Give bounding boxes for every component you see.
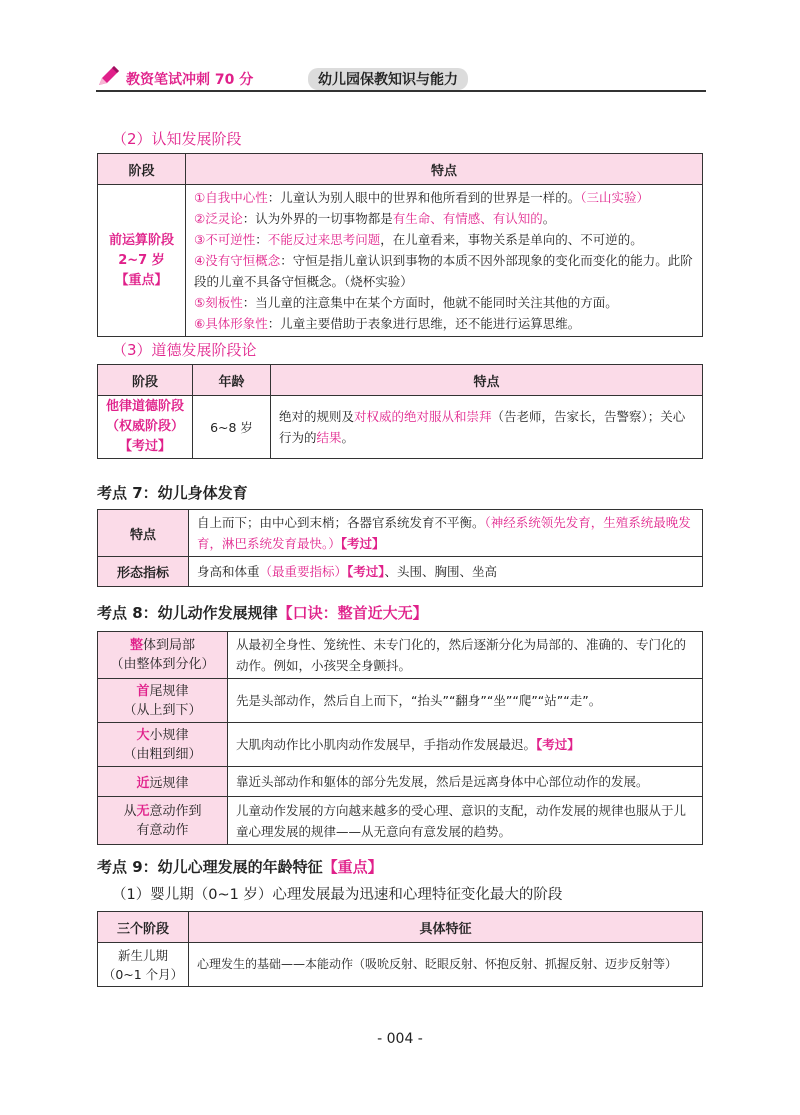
stage-name: 他律道德阶段 <box>105 399 184 414</box>
rule-text: 先是头部动作，然后自上而下，“抬头”“翻身”“坐”“爬”“站”“走”。 <box>228 679 703 723</box>
feature-item: ①自我中心性：儿童认为别人眼中的世界和他所看到的世界是一样的。（三山实验） <box>194 190 649 205</box>
rule-label: 整体到局部 （由整体到分化） <box>98 632 228 679</box>
section-title-moral: （3）道德发展阶段论 <box>112 341 257 359</box>
col-stage: 三个阶段 <box>98 912 189 943</box>
col-stage: 阶段 <box>98 154 186 185</box>
rule-label: 从无意动作到 有意动作 <box>98 797 228 845</box>
pencil-icon <box>96 64 122 88</box>
age-cell: 6~8 岁 <box>193 396 271 459</box>
rule-label: 首尾规律 （从上到下） <box>98 679 228 723</box>
rule-text: 靠近头部动作和躯体的部分先发展，然后是远离身体中心部位动作的发展。 <box>228 767 703 797</box>
header-rule <box>96 90 706 92</box>
row-label: 特点 <box>98 510 189 557</box>
feature-item: ③不可逆性：不能反过来思考问题，在儿童看来，事物关系是单向的、不可逆的。 <box>194 232 643 247</box>
rule-label: 大小规律 （由粗到细） <box>98 723 228 767</box>
book-title: 教资笔试冲刺 70 分 <box>126 72 254 88</box>
col-feature: 特点 <box>186 154 703 185</box>
feature-cell <box>186 185 703 337</box>
stage-name: 新生儿期 <box>117 947 168 963</box>
moral-table <box>97 364 703 459</box>
col-feature: 具体特征 <box>189 912 703 943</box>
stage-age: （0~1 个月） <box>102 966 184 982</box>
cognitive-table <box>97 153 703 337</box>
rule-text: 儿童动作发展的方向越来越多的受心理、意识的支配，动作发展的规律也服从于儿童心理发展的规律——从无意向有意发展的趋势。 <box>228 797 703 845</box>
feature-item: ②泛灵论：认为外界的一切事物都是有生命、有情感、有认知的。 <box>194 211 556 226</box>
kp9-table <box>97 911 703 987</box>
rule-text: 从最初全身性、笼统性、未专门化的，然后逐渐分化为局部的、准确的、专门化的动作。例如，小孩哭全身颤抖。 <box>228 632 703 679</box>
feature-cell: 心理发生的基础——本能动作（吸吮反射、眨眼反射、怀抱反射、抓握反射、迈步反射等） <box>189 943 703 987</box>
kp8-title: 考点 8：幼儿动作发展规律【口诀：整首近大无】 <box>97 604 428 622</box>
row-text: 自上而下；由中心到末梢；各器官系统发育不平衡。（神经系统领先发育，生殖系统最晚发育，淋巴系统发育最快。）【考过】 <box>189 510 703 557</box>
page-number: - 004 - <box>377 1031 423 1047</box>
col-feature: 特点 <box>271 365 703 396</box>
stage-cell <box>98 943 189 987</box>
row-text: 身高和体重（最重要指标）【考过】、头围、胸围、坐高 <box>189 557 703 587</box>
stage-name: 前运算阶段 <box>108 232 174 248</box>
kp7-title: 考点 7：幼儿身体发育 <box>97 484 248 502</box>
feature-item: ⑥具体形象性：儿童主要借助于表象进行思维，还不能进行运算思维。 <box>194 316 581 331</box>
col-age: 年龄 <box>193 365 271 396</box>
stage-alias: （权威阶段） <box>105 419 184 434</box>
row-label: 形态指标 <box>98 557 189 587</box>
stage-cell <box>98 396 193 459</box>
feature-item: ⑤刻板性：当儿童的注意集中在某个方面时，他就不能同时关注其他的方面。 <box>194 295 618 310</box>
rule-label: 近远规律 <box>98 767 228 797</box>
col-stage: 阶段 <box>98 365 193 396</box>
feature-cell: 绝对的规则及对权威的绝对服从和崇拜（告老师，告家长，告警察）；关心行为的结果。 <box>271 396 703 459</box>
stage-tag: 【考过】 <box>118 439 171 454</box>
subject-title: 幼儿园保教知识与能力 <box>308 68 468 90</box>
stage-age: 2~7 岁 <box>118 252 165 268</box>
kp9-subtitle: （1）婴儿期（0~1 岁）心理发展最为迅速和心理特征变化最大的阶段 <box>112 887 563 903</box>
kp8-table <box>97 631 703 845</box>
stage-tag: 【重点】 <box>115 272 168 288</box>
kp9-title: 考点 9：幼儿心理发展的年龄特征【重点】 <box>97 858 383 876</box>
stage-cell <box>98 185 186 337</box>
section-title-cognitive: （2）认知发展阶段 <box>112 130 242 148</box>
page-header <box>96 64 706 92</box>
kp7-table <box>97 509 703 587</box>
feature-item: ④没有守恒概念：守恒是指儿童认识到事物的本质不因外部现象的变化而变化的能力。此阶段的儿童不具备守恒概念。（烧杯实验） <box>194 253 693 289</box>
rule-text: 大肌肉动作比小肌肉动作发展早，手指动作发展最迟。【考过】 <box>228 723 703 767</box>
